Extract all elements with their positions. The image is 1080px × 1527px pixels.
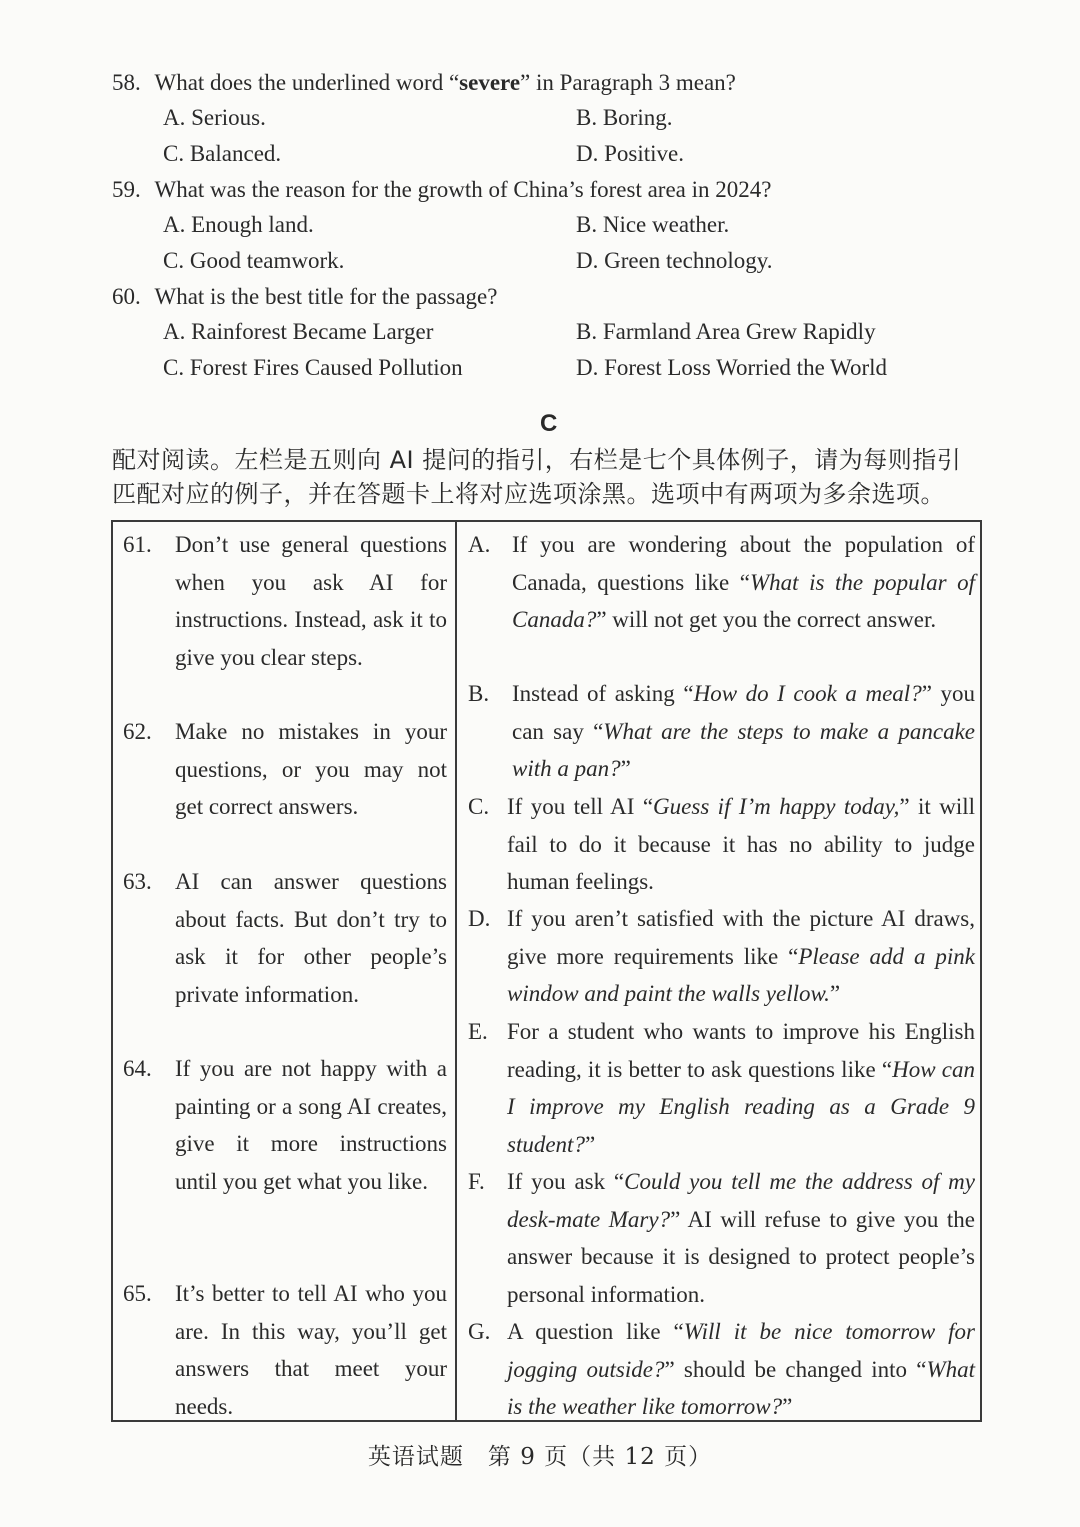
question-text: What was the reason for the growth of China’s forest area in 2024?: [154, 177, 772, 202]
guideline-text: Don’t use general questions when you ask AI for instructions. Instead, ask it to give you clear steps.: [175, 532, 447, 670]
guideline-number: 63.: [123, 869, 152, 894]
section-instruction-line1: 配对阅读。左栏是五则向 AI 提问的指引，右栏是七个具体例子，请为每则指引: [112, 446, 962, 474]
example-a: [468, 526, 975, 639]
guideline-text: If you are not happy with a painting or a song AI creates, give it more instructions until you get what you like.: [175, 1056, 447, 1194]
example-b: [468, 675, 975, 788]
example-text: If you aren’t satisfied with the picture AI draws, give more requirements like “Please add a pink window and paint the walls yellow.”: [507, 906, 976, 1006]
q58-option-c[interactable]: C. Balanced.: [163, 141, 282, 166]
example-text: If you are wondering about the population of Canada, questions like “What is the popular of Canada?” will not get you the correct answer.: [512, 532, 975, 632]
q58-option-b[interactable]: B. Boring.: [576, 105, 673, 130]
question-text: What is the best title for the passage?: [154, 284, 498, 309]
q60-option-c[interactable]: C. Forest Fires Caused Pollution: [163, 355, 463, 380]
guideline-number: 62.: [123, 719, 152, 744]
example-label: B.: [468, 681, 490, 706]
q59-option-a[interactable]: A. Enough land.: [163, 212, 314, 237]
example-text: Instead of asking “How do I cook a meal?” you can say “What are the steps to make a pancake with a pan?”: [512, 681, 975, 781]
example-f: [468, 1163, 976, 1313]
guideline-65: [123, 1275, 447, 1425]
example-label: C.: [468, 794, 490, 819]
example-g: [468, 1313, 975, 1426]
page-footer: 英语试题 第 9 页（共 12 页）: [367, 1444, 713, 1470]
q59-option-d[interactable]: D. Green technology.: [576, 248, 773, 273]
example-text: A question like “Will it be nice tomorrow for jogging outside?” should be changed into “What is the weather like tomorrow?”: [507, 1319, 975, 1419]
example-text: For a student who wants to improve his English reading, it is better to ask questions like “How can I improve my English reading as a Grade 9 student?”: [507, 1019, 975, 1157]
guideline-62: [123, 713, 447, 826]
example-text: If you ask “Could you tell me the address of my desk-mate Mary?” AI will refuse to give you the answer because it is designed to protect people’s personal information.: [507, 1169, 976, 1307]
example-c: [468, 788, 975, 901]
example-label: D.: [468, 906, 491, 931]
q60-option-b[interactable]: B. Farmland Area Grew Rapidly: [576, 319, 876, 344]
example-label: A.: [468, 532, 491, 557]
underlined-word: severe: [459, 70, 521, 95]
section-instruction-line2: 匹配对应的例子，并在答题卡上将对应选项涂黑。选项中有两项为多余选项。: [112, 480, 945, 508]
question-number: 58.: [112, 70, 141, 95]
example-d: [468, 900, 976, 1013]
question-text-pre: What does the underlined word “: [154, 70, 460, 95]
question-59: [112, 177, 771, 203]
q60-option-d[interactable]: D. Forest Loss Worried the World: [576, 355, 888, 380]
q58-option-a[interactable]: A. Serious.: [163, 105, 266, 130]
guideline-61: [123, 526, 447, 676]
example-text: If you tell AI “Guess if I’m happy today,” it will fail to do it because it has no ability to judge human feelings.: [507, 794, 975, 894]
guideline-text: Make no mistakes in your questions, or you may not get correct answers.: [175, 719, 447, 819]
guideline-number: 64.: [123, 1056, 152, 1081]
q59-option-c[interactable]: C. Good teamwork.: [163, 248, 345, 273]
q60-option-a[interactable]: A. Rainforest Became Larger: [163, 319, 434, 344]
q59-option-b[interactable]: B. Nice weather.: [576, 212, 730, 237]
example-e: [468, 1013, 975, 1163]
example-label: F.: [468, 1169, 485, 1194]
example-label: G.: [468, 1319, 491, 1344]
section-letter: C: [540, 410, 558, 437]
table-divider: [455, 520, 457, 1422]
question-number: 60.: [112, 284, 141, 309]
q58-option-d[interactable]: D. Positive.: [576, 141, 684, 166]
question-number: 59.: [112, 177, 141, 202]
guideline-number: 65.: [123, 1281, 152, 1306]
guideline-64: [123, 1050, 447, 1200]
question-58: [112, 70, 736, 96]
question-60: [112, 284, 497, 310]
example-label: E.: [468, 1019, 488, 1044]
guideline-text: It’s better to tell AI who you are. In this way, you’ll get answers that meet your needs.: [175, 1281, 447, 1419]
question-text-post: ” in Paragraph 3 mean?: [520, 70, 736, 95]
guideline-text: AI can answer questions about facts. But don’t try to ask it for other people’s private information.: [175, 869, 447, 1007]
guideline-number: 61.: [123, 532, 152, 557]
guideline-63: [123, 863, 447, 1013]
